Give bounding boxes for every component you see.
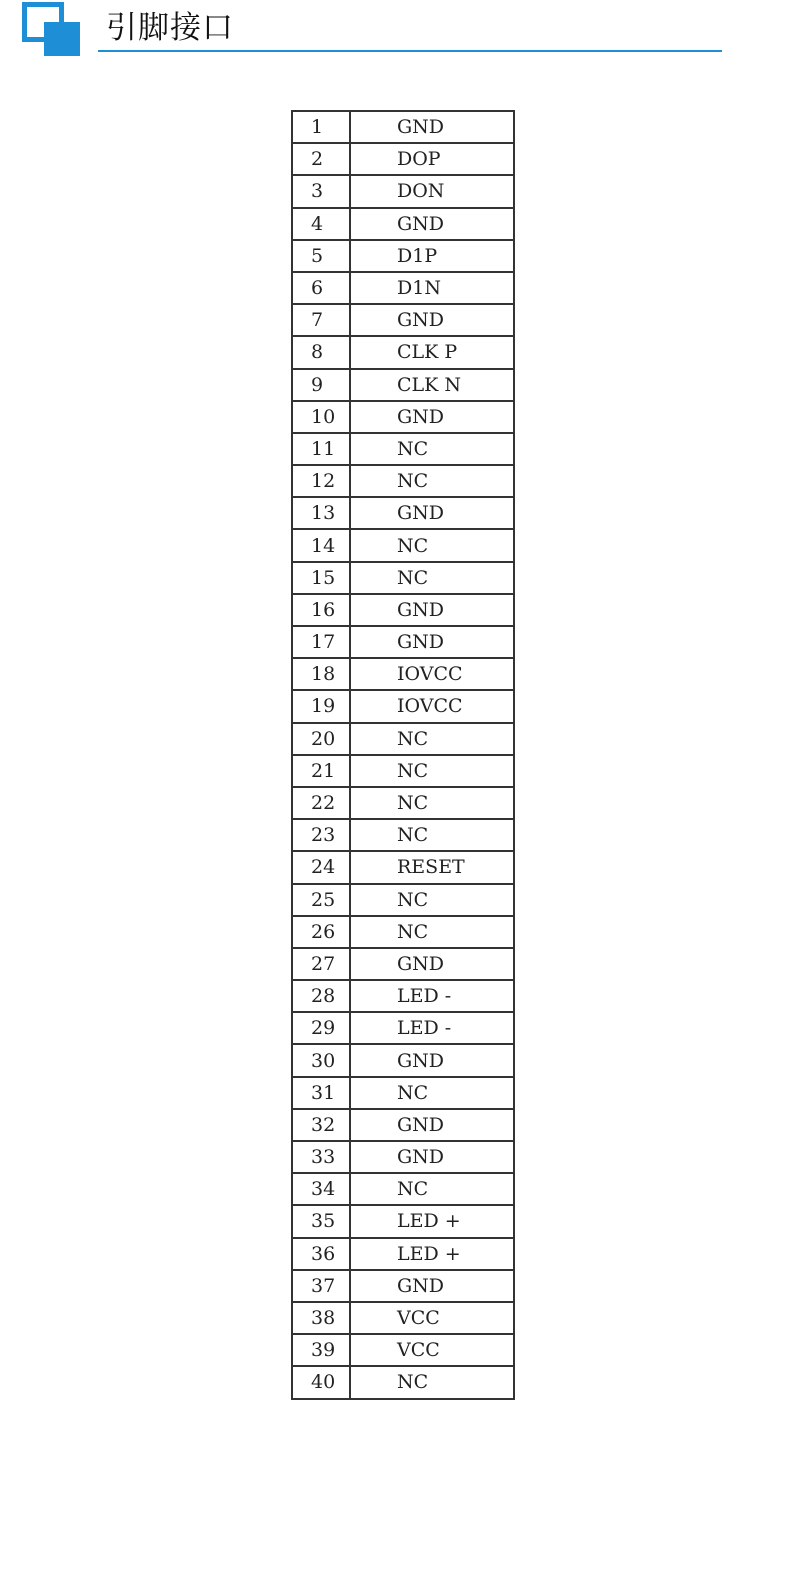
pin-row bbox=[292, 1302, 514, 1334]
logo-filled-square bbox=[44, 22, 80, 56]
pin-signal: GND bbox=[350, 1141, 514, 1173]
pin-row bbox=[292, 336, 514, 368]
pin-row bbox=[292, 1109, 514, 1141]
pin-number: 18 bbox=[292, 658, 350, 690]
pin-signal: GND bbox=[350, 948, 514, 980]
pin-number: 16 bbox=[292, 594, 350, 626]
pin-signal: GND bbox=[350, 497, 514, 529]
pin-number: 33 bbox=[292, 1141, 350, 1173]
pin-row bbox=[292, 272, 514, 304]
pin-row bbox=[292, 755, 514, 787]
pin-signal: NC bbox=[350, 529, 514, 561]
section-header bbox=[0, 0, 790, 60]
pin-number: 32 bbox=[292, 1109, 350, 1141]
pin-signal: GND bbox=[350, 594, 514, 626]
pin-number: 7 bbox=[292, 304, 350, 336]
pin-signal: NC bbox=[350, 787, 514, 819]
pin-signal: VCC bbox=[350, 1334, 514, 1366]
pin-row bbox=[292, 626, 514, 658]
pin-number: 19 bbox=[292, 690, 350, 722]
pin-number: 26 bbox=[292, 916, 350, 948]
pin-signal: GND bbox=[350, 208, 514, 240]
pin-row bbox=[292, 948, 514, 980]
pin-number: 9 bbox=[292, 369, 350, 401]
pin-row bbox=[292, 465, 514, 497]
pin-number: 12 bbox=[292, 465, 350, 497]
pin-signal: GND bbox=[350, 1109, 514, 1141]
pin-signal: CLK P bbox=[350, 336, 514, 368]
pin-row bbox=[292, 884, 514, 916]
pin-number: 31 bbox=[292, 1077, 350, 1109]
pin-number: 3 bbox=[292, 175, 350, 207]
pin-number: 13 bbox=[292, 497, 350, 529]
pin-number: 17 bbox=[292, 626, 350, 658]
pin-row bbox=[292, 851, 514, 883]
pin-number: 40 bbox=[292, 1366, 350, 1398]
pin-row bbox=[292, 819, 514, 851]
pin-row bbox=[292, 690, 514, 722]
pin-number: 28 bbox=[292, 980, 350, 1012]
pin-signal: NC bbox=[350, 1366, 514, 1398]
pin-signal: LED + bbox=[350, 1205, 514, 1237]
pin-signal: RESET bbox=[350, 851, 514, 883]
blue-square-logo-icon bbox=[20, 2, 84, 58]
pin-row bbox=[292, 1044, 514, 1076]
pin-row bbox=[292, 723, 514, 755]
pin-signal: NC bbox=[350, 916, 514, 948]
pin-signal: GND bbox=[350, 1044, 514, 1076]
pin-row bbox=[292, 1366, 514, 1398]
pin-row bbox=[292, 1141, 514, 1173]
pin-signal: VCC bbox=[350, 1302, 514, 1334]
pin-signal: IOVCC bbox=[350, 690, 514, 722]
pin-row bbox=[292, 240, 514, 272]
pin-signal: LED + bbox=[350, 1238, 514, 1270]
pin-number: 21 bbox=[292, 755, 350, 787]
pin-row bbox=[292, 433, 514, 465]
pin-row bbox=[292, 787, 514, 819]
pin-row bbox=[292, 1173, 514, 1205]
pin-row bbox=[292, 304, 514, 336]
pin-signal: D1N bbox=[350, 272, 514, 304]
pin-row bbox=[292, 497, 514, 529]
pin-signal: NC bbox=[350, 819, 514, 851]
pin-signal: IOVCC bbox=[350, 658, 514, 690]
pin-row bbox=[292, 1334, 514, 1366]
pin-signal: GND bbox=[350, 1270, 514, 1302]
pin-number: 6 bbox=[292, 272, 350, 304]
pin-row bbox=[292, 1270, 514, 1302]
pin-signal: CLK N bbox=[350, 369, 514, 401]
pin-row bbox=[292, 1238, 514, 1270]
pin-signal: NC bbox=[350, 1077, 514, 1109]
pin-signal: NC bbox=[350, 755, 514, 787]
pin-signal: NC bbox=[350, 1173, 514, 1205]
pin-number: 2 bbox=[292, 143, 350, 175]
pin-signal: GND bbox=[350, 304, 514, 336]
pin-row bbox=[292, 111, 514, 143]
pin-number: 20 bbox=[292, 723, 350, 755]
pin-number: 35 bbox=[292, 1205, 350, 1237]
pin-row bbox=[292, 916, 514, 948]
section-title: 引脚接口 bbox=[106, 10, 234, 46]
pin-number: 30 bbox=[292, 1044, 350, 1076]
pin-number: 14 bbox=[292, 529, 350, 561]
pin-row bbox=[292, 401, 514, 433]
pin-signal: DOP bbox=[350, 143, 514, 175]
pin-number: 15 bbox=[292, 562, 350, 594]
pin-number: 1 bbox=[292, 111, 350, 143]
pin-number: 27 bbox=[292, 948, 350, 980]
pin-row bbox=[292, 594, 514, 626]
pin-row bbox=[292, 529, 514, 561]
pin-number: 34 bbox=[292, 1173, 350, 1205]
pin-row bbox=[292, 175, 514, 207]
pin-signal: DON bbox=[350, 175, 514, 207]
pin-row bbox=[292, 980, 514, 1012]
pin-number: 5 bbox=[292, 240, 350, 272]
pin-number: 25 bbox=[292, 884, 350, 916]
pin-number: 8 bbox=[292, 336, 350, 368]
pin-row bbox=[292, 1077, 514, 1109]
pin-table-body bbox=[292, 111, 514, 1399]
pin-signal: NC bbox=[350, 433, 514, 465]
pin-row bbox=[292, 1012, 514, 1044]
pin-row bbox=[292, 658, 514, 690]
header-divider bbox=[98, 50, 722, 52]
pin-signal: GND bbox=[350, 111, 514, 143]
pin-number: 4 bbox=[292, 208, 350, 240]
pin-signal: NC bbox=[350, 465, 514, 497]
pin-number: 10 bbox=[292, 401, 350, 433]
pin-signal: NC bbox=[350, 884, 514, 916]
pin-number: 38 bbox=[292, 1302, 350, 1334]
pin-signal: NC bbox=[350, 562, 514, 594]
pin-row bbox=[292, 143, 514, 175]
pin-signal: D1P bbox=[350, 240, 514, 272]
pin-number: 22 bbox=[292, 787, 350, 819]
pin-number: 37 bbox=[292, 1270, 350, 1302]
pin-number: 11 bbox=[292, 433, 350, 465]
pin-signal: GND bbox=[350, 626, 514, 658]
pin-row bbox=[292, 208, 514, 240]
pin-table bbox=[291, 110, 515, 1400]
pin-number: 23 bbox=[292, 819, 350, 851]
pin-number: 36 bbox=[292, 1238, 350, 1270]
pin-row bbox=[292, 1205, 514, 1237]
pin-signal: GND bbox=[350, 401, 514, 433]
pin-number: 24 bbox=[292, 851, 350, 883]
pin-number: 39 bbox=[292, 1334, 350, 1366]
pin-row bbox=[292, 562, 514, 594]
pin-signal: LED - bbox=[350, 1012, 514, 1044]
pin-number: 29 bbox=[292, 1012, 350, 1044]
pin-row bbox=[292, 369, 514, 401]
pin-signal: LED - bbox=[350, 980, 514, 1012]
pin-signal: NC bbox=[350, 723, 514, 755]
